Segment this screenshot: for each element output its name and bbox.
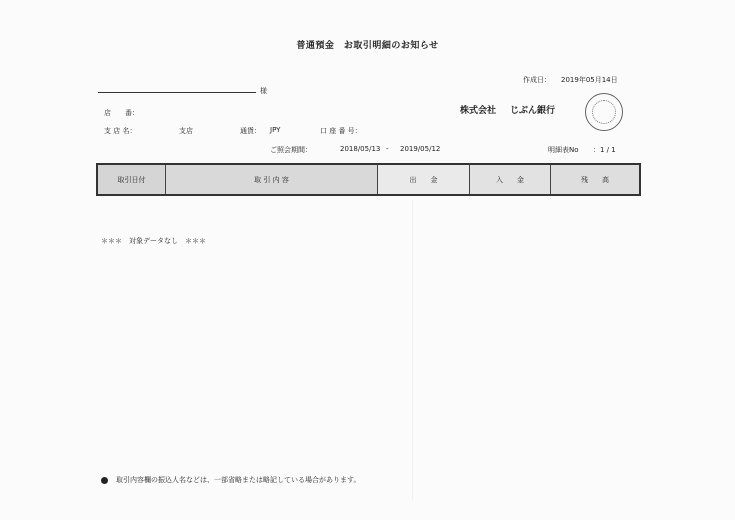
paper-fold-line (412, 200, 413, 500)
footnote (101, 475, 360, 485)
bank-name (460, 103, 555, 116)
store-number-label: 店 番： (104, 109, 139, 117)
header-deposit: 入 金 (470, 165, 551, 194)
bank-seal-stamp (585, 93, 623, 131)
document-title: 普通預金 お取引明細のお知らせ (296, 41, 439, 51)
footnote-text: 取引内容欄の振込人名などは、一部省略または略記している場合があります。 (116, 476, 361, 484)
recipient-name-line (98, 92, 256, 93)
issue-date-line (523, 75, 618, 85)
recipient-suffix: 様 (260, 87, 267, 95)
header-withdrawal: 出 金 (378, 165, 470, 194)
transaction-table-header (96, 163, 641, 196)
period-to: 2019/05/12 (400, 145, 441, 153)
issue-date-value: 2019年05月14日 (561, 76, 618, 84)
page-number-value: ：1 / 1 (593, 146, 616, 154)
bullet-icon (101, 477, 108, 484)
no-data-message: ＊＊＊ 対象データなし ＊＊＊ (101, 237, 206, 245)
page-number-label: 明細表No (548, 146, 579, 154)
account-number-label: 口 座 番 号： (320, 127, 362, 135)
header-date: 取引日付 (98, 165, 166, 194)
branch-name-value: 支店 (179, 127, 193, 135)
issue-date-label: 作成日： (523, 76, 551, 84)
branch-name-label: 支 店 名： (104, 127, 137, 135)
bank-name-main: じぶん銀行 (510, 106, 556, 116)
currency-value: JPY (270, 126, 281, 134)
period-from: 2018/05/13 (340, 145, 381, 153)
period-label: ご照会期間： (270, 146, 312, 154)
currency-label: 通貨： (240, 127, 261, 135)
period-dash: - (386, 145, 389, 153)
header-balance: 残 高 (551, 165, 639, 194)
header-description: 取 引 内 容 (166, 165, 378, 194)
bank-prefix: 株式会社 (460, 106, 497, 116)
